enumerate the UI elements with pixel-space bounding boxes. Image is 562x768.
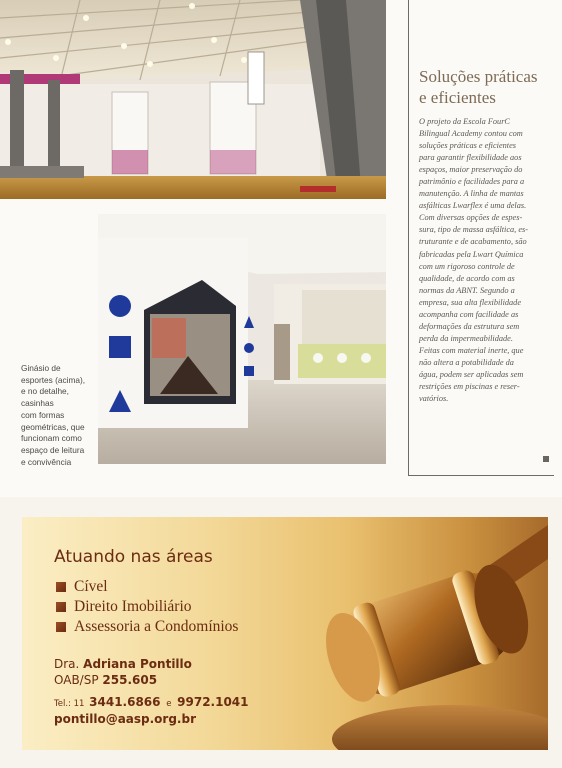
- phone-label: Tel.: 11: [54, 699, 85, 709]
- article-line: para garantir flexibilidade aos: [419, 153, 522, 163]
- oab-label: OAB/SP: [54, 673, 99, 687]
- article-heading-line: e eficientes: [419, 88, 496, 107]
- square-bullet-icon: [56, 582, 66, 592]
- caption-line: funcionam como: [21, 433, 82, 444]
- playhouse-photo: [98, 214, 386, 464]
- phone-number: 9972.1041: [177, 695, 249, 709]
- article-line: normas da ABNT. Segundo a: [419, 285, 515, 295]
- practice-area-item: [56, 597, 238, 617]
- caption-line: com formas: [21, 409, 65, 420]
- gymnasium-illustration: [0, 0, 386, 199]
- practice-area-label: Cível: [74, 578, 108, 595]
- article-line: empresa, sua alta flexibilidade: [419, 297, 522, 307]
- playhouse-illustration: [98, 214, 386, 464]
- article-line: perda da impermeabilidade.: [419, 333, 513, 343]
- article-line: sura, tipo de massa asfáltica, es-: [419, 225, 529, 235]
- caption-line: Ginásio de: [21, 363, 61, 373]
- gymnasium-photo: [0, 0, 386, 199]
- article-line: deformações da estrutura sem: [419, 321, 520, 331]
- article-line: manutenção. A linha de mantas: [419, 189, 524, 199]
- square-bullet-icon: [56, 602, 66, 612]
- caption-line: geométricas, que: [21, 421, 85, 432]
- article-heading: [419, 66, 559, 108]
- oab-number: 255.605: [102, 673, 158, 687]
- article-line: patrimônio e facilidades para a: [419, 177, 525, 187]
- oab-registration: [54, 673, 249, 695]
- law-office-advertisement: [22, 517, 548, 750]
- article-line: fabricadas pela Lwart Química: [419, 249, 524, 259]
- practice-area-item: [56, 617, 238, 637]
- column-divider-bottom: [408, 475, 554, 476]
- article-line: Feitas com material inerte, que: [419, 345, 524, 355]
- article-line: Com diversas opções de espes-: [419, 213, 523, 223]
- article-body: [419, 116, 550, 405]
- article-line: vatórios.: [419, 394, 449, 404]
- caption-line: e no detalhe,: [21, 386, 69, 397]
- article-line: asfálticas Lwarflex é uma delas.: [419, 201, 527, 211]
- article-line: não altera a potabilidade da: [419, 357, 514, 367]
- practice-area-label: Direito Imobiliário: [74, 598, 192, 615]
- gavel-icon: [272, 517, 548, 750]
- email-address: pontillo@aasp.org.br: [54, 712, 197, 726]
- practice-area-label: Assessoria a Condomínios: [74, 618, 239, 635]
- ad-heading: Atuando nas áreas: [54, 547, 213, 567]
- article-line: truturante e de acabamento, são: [419, 237, 527, 247]
- square-bullet-icon: [56, 622, 66, 632]
- article-heading-line: Soluções práticas: [419, 67, 538, 86]
- end-of-article-mark: [543, 456, 549, 462]
- contact-block: [54, 657, 249, 726]
- article-line: água, podem ser aplicadas sem: [419, 369, 524, 379]
- article-line: restrições em piscinas e reser-: [419, 382, 520, 392]
- article-line: soluções práticas e eficientes: [419, 141, 517, 151]
- caption-line: esportes (acima),: [21, 374, 86, 385]
- caption-line: e convivência: [21, 456, 72, 467]
- caption-line: casinhas: [21, 398, 54, 409]
- column-divider: [408, 0, 409, 475]
- article-line: com um rigoroso controle de: [419, 261, 515, 271]
- phone-line: [54, 695, 249, 712]
- article-line: acompanha com facilidade as: [419, 309, 519, 319]
- lawyer-name: Adriana Pontillo: [83, 657, 192, 671]
- caption-line: espaço de leitura: [21, 444, 85, 455]
- photo-caption: [21, 363, 91, 468]
- article-line: espaços, maior preservação do: [419, 165, 523, 175]
- lawyer-name-line: [54, 657, 249, 673]
- practice-areas-list: [56, 577, 238, 637]
- article-line: O projeto da Escola FourC: [419, 117, 510, 126]
- article-line: qualidade, de acordo com as: [419, 273, 515, 283]
- practice-area-item: [56, 577, 238, 597]
- phone-number: 3441.6866: [89, 695, 161, 709]
- name-prefix: Dra.: [54, 657, 80, 671]
- phone-separator: e: [166, 699, 172, 709]
- article-line: Bilingual Academy contou com: [419, 129, 523, 139]
